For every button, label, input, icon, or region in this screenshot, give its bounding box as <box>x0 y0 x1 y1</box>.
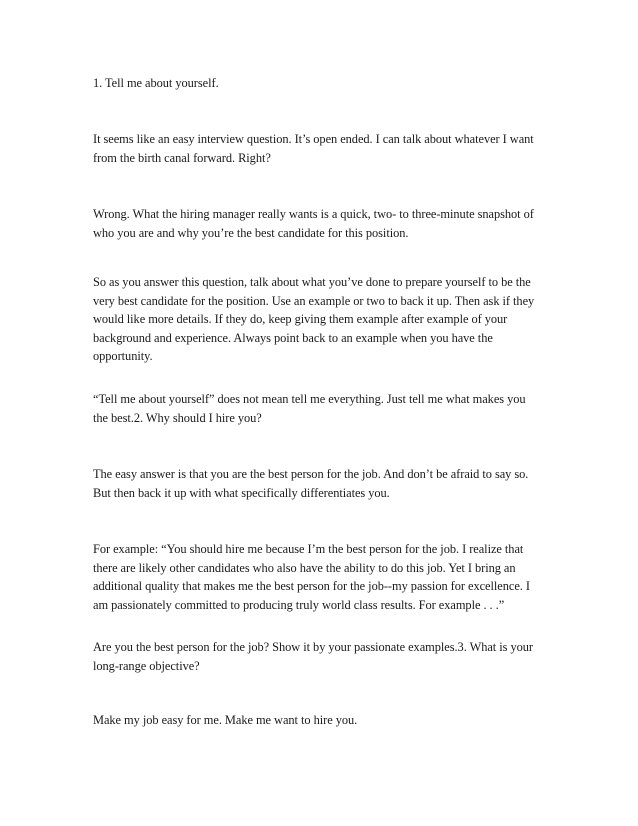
paragraph-best-person <box>93 638 555 675</box>
text-line: am passionately committed to producing truly world class results. For example . . .” <box>93 597 505 612</box>
text-line: Make my job easy for me. Make me want to hire you. <box>93 713 358 727</box>
text-line: opportunity. <box>93 349 153 363</box>
paragraph-wrong <box>93 205 555 242</box>
paragraph-easy-answer <box>93 465 555 502</box>
text-line: would like more details. If they do, keep giving them example after example of your <box>93 312 508 326</box>
text-line: But then back it up with what specifically differentiates you. <box>93 485 390 500</box>
text-line: The easy answer is that you are the best person for the job. And don’t be afraid to say so. <box>93 467 529 481</box>
text-line: It seems like an easy interview question. It’s open ended. I can talk about whatever I want <box>93 132 534 146</box>
text-line: So as you answer this question, talk about what you’ve done to prepare yourself to be the <box>93 275 531 289</box>
text-line: there are likely other candidates who also have the ability to do this job. Yet I bring an <box>93 560 516 575</box>
text-line: additional quality that makes me the best person for the job--my passion for excellence. I <box>93 579 530 593</box>
text-line: Wrong. What the hiring manager really wants is a quick, two- to three-minute snapshot of <box>93 207 534 221</box>
text-line: from the birth canal forward. Right? <box>93 150 271 165</box>
text-line: background and experience. Always point back to an example when you have the <box>93 330 493 345</box>
text-line: 1. Tell me about yourself. <box>93 76 219 90</box>
text-line: who you are and why you’re the best candidate for this position. <box>93 225 409 240</box>
text-line: Are you the best person for the job? Show it by your passionate examples.3. What is your <box>93 640 533 654</box>
text-line: the best.2. Why should I hire you? <box>93 410 262 425</box>
question-1-heading <box>93 74 555 93</box>
paragraph-for-example <box>93 540 555 614</box>
text-line: For example: “You should hire me because I’m the best person for the job. I realize that <box>93 542 524 556</box>
text-line: very best candidate for the position. Use an example or two to back it up. Then ask if they <box>93 293 535 308</box>
paragraph-tell-me-about-yourself <box>93 390 555 427</box>
paragraph-open-ended <box>93 130 555 167</box>
text-line: long-range objective? <box>93 658 200 673</box>
paragraph-make-my-job-easy <box>93 711 555 730</box>
paragraph-answer-approach <box>93 273 555 366</box>
text-line: “Tell me about yourself” does not mean tell me everything. Just tell me what makes you <box>93 392 526 406</box>
